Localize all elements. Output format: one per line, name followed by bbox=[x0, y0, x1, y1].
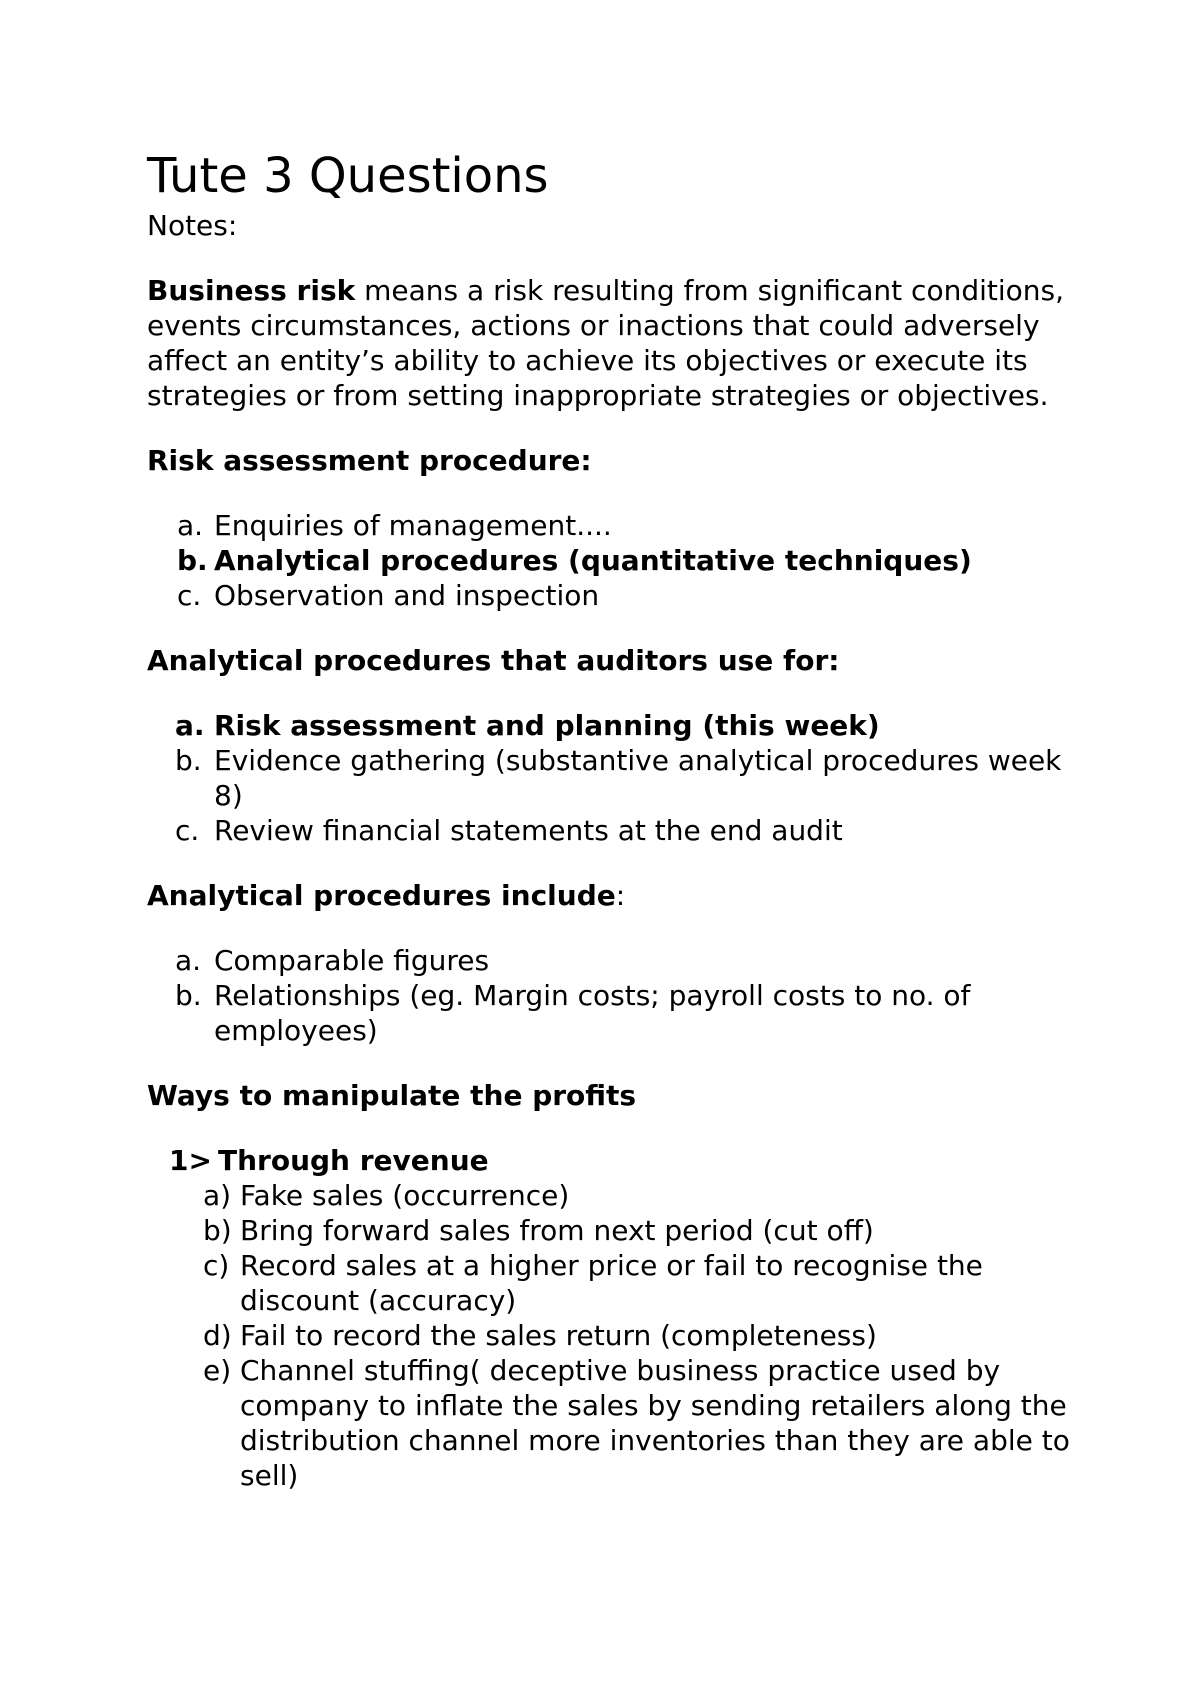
list-marker: a. bbox=[175, 944, 202, 977]
list-item-text: Evidence gathering (substantive analytical procedures week 8) bbox=[214, 744, 1062, 812]
list-item-text: Observation and inspection bbox=[214, 579, 600, 612]
list-item-text: Fake sales (occurrence) bbox=[240, 1179, 570, 1212]
list-item bbox=[147, 578, 1077, 613]
list-item bbox=[147, 978, 1077, 1048]
list-marker: b) bbox=[203, 1214, 232, 1247]
list-item bbox=[147, 743, 1077, 813]
risk-assessment-heading: Risk assessment procedure: bbox=[147, 444, 592, 477]
list-item-text: Record sales at a higher price or fail to recognise the discount (accuracy) bbox=[240, 1249, 983, 1317]
document-page bbox=[147, 148, 1077, 1493]
list-item-text: Bring forward sales from next period (cut off) bbox=[240, 1214, 874, 1247]
list-item-text: Comparable figures bbox=[214, 944, 490, 977]
analytical-use-list bbox=[147, 708, 1077, 848]
list-item bbox=[147, 708, 1077, 743]
list-item-text: Risk assessment and planning (this week) bbox=[214, 709, 880, 742]
list-item bbox=[147, 1248, 1077, 1318]
list-item-text: Enquiries of management.... bbox=[214, 509, 612, 542]
notes-label: Notes: bbox=[147, 209, 238, 242]
list-item bbox=[147, 1213, 1077, 1248]
list-marker: c) bbox=[203, 1249, 230, 1282]
list-marker: a. bbox=[177, 509, 204, 542]
list-item-text: Relationships (eg. Margin costs; payroll costs to no. of employees) bbox=[214, 979, 971, 1047]
section-marker: 1> bbox=[169, 1144, 212, 1177]
list-item bbox=[147, 1353, 1077, 1493]
business-risk-paragraph bbox=[147, 273, 1077, 413]
analytical-include-heading-text: Analytical procedures include bbox=[147, 879, 616, 912]
list-marker: b. bbox=[175, 979, 202, 1012]
list-marker: b. bbox=[175, 744, 202, 777]
list-marker: e) bbox=[203, 1354, 232, 1387]
list-item bbox=[147, 943, 1077, 978]
list-item bbox=[147, 813, 1077, 848]
analytical-include-heading bbox=[147, 878, 1077, 913]
list-item-text: Analytical procedures (quantitative techniques) bbox=[214, 544, 972, 577]
list-item bbox=[147, 543, 1077, 578]
list-item-text: Channel stuffing( deceptive business practice used by company to inflate the sales by sending retailers along the distribution channel more inventories than they are able to sell) bbox=[240, 1354, 1070, 1492]
list-item bbox=[147, 1318, 1077, 1353]
business-risk-definition: means a risk resulting from significant conditions, events circumstances, actions or inactions that could adversely affect an entity’s ability to achieve its objectives or execute its strategies or from setting inappropriate strategies or objectives. bbox=[147, 274, 1064, 412]
list-item bbox=[147, 508, 1077, 543]
business-risk-term: Business risk bbox=[147, 274, 356, 307]
document-title: Tute 3 Questions bbox=[147, 148, 549, 204]
list-marker: a. bbox=[175, 709, 205, 742]
analytical-include-list bbox=[147, 943, 1077, 1048]
through-revenue-heading bbox=[147, 1143, 1077, 1178]
analytical-include-heading-colon: : bbox=[615, 879, 626, 912]
list-marker: d) bbox=[203, 1319, 232, 1352]
list-item-text: Fail to record the sales return (completeness) bbox=[240, 1319, 877, 1352]
section-title: Through revenue bbox=[218, 1144, 489, 1177]
list-marker: a) bbox=[203, 1179, 232, 1212]
risk-assessment-list bbox=[147, 508, 1077, 613]
revenue-manipulation-list bbox=[147, 1178, 1077, 1493]
list-marker: b. bbox=[177, 544, 208, 577]
list-marker: c. bbox=[175, 814, 200, 847]
list-item-text: Review financial statements at the end audit bbox=[214, 814, 843, 847]
list-marker: c. bbox=[177, 579, 202, 612]
manipulate-heading: Ways to manipulate the profits bbox=[147, 1079, 637, 1112]
analytical-use-heading: Analytical procedures that auditors use for: bbox=[147, 644, 840, 677]
list-item bbox=[147, 1178, 1077, 1213]
